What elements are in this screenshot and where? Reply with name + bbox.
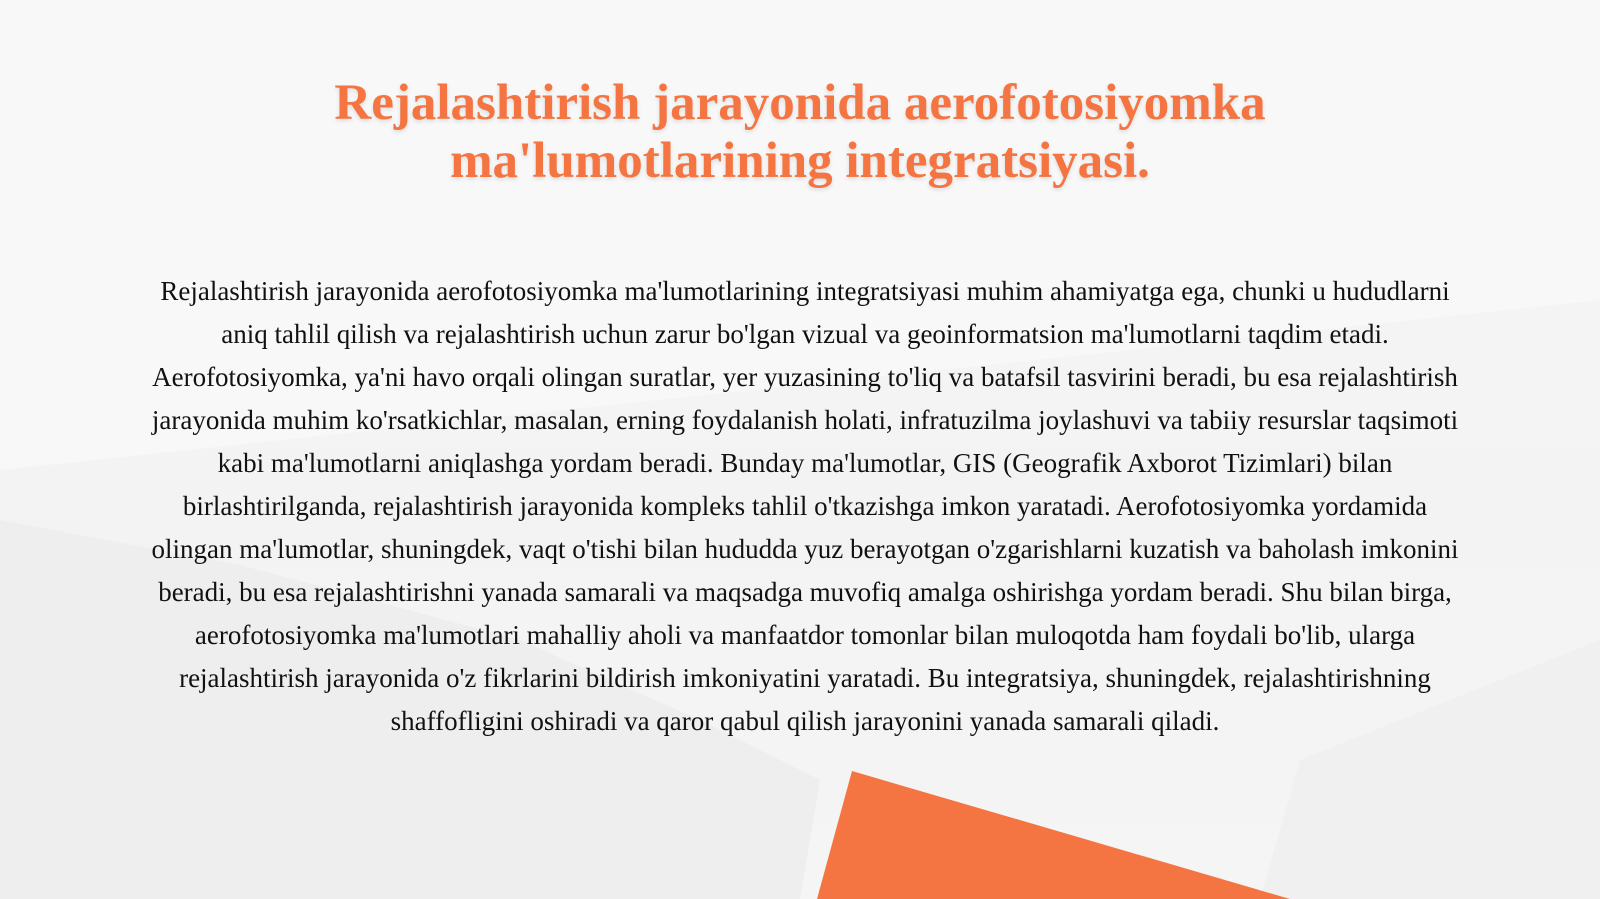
slide-title: Rejalashtirish jarayonida aerofotosiyomka ma'lumotlarining integratsiyasi.: [334, 75, 1266, 189]
accent-orange-shape: [817, 771, 1290, 899]
slide-body-text: Rejalashtirish jarayonida aerofotosiyomka ma'lumotlarining integratsiyasi muhim ahamiyatga ega, chunki u hududlarni aniq tahlil qilish va rejalashtirish uchun zarur bo'lgan vizual va geoinformatsion ma'lumotlarni taqdim etadi. Aerofotosiyomka, ya'ni havo orqali olingan suratlar, yer yuzasining to'liq va batafsil tasvirini beradi, bu esa rejalashtirish jarayonida muhim ko'rsatkichlar, masalan, erning foydalanish holati, infratuzilma joylashuvi va tabiiy resurslar taqsimoti kabi ma'lumotlarni aniqlashga yordam beradi. Bunday ma'lumotlar, GIS (Geografik Axborot Tizimlari) bilan birlashtirilganda, rejalashtirish jarayonida kompleks tahlil o'tkazishga imkon yaratadi. Aerofotosiyomka yordamida olingan ma'lumotlar, shuningdek, vaqt o'tishi bilan hududda yuz berayotgan o'zgarishlarni kuzatish va baholash imkonini beradi, bu esa rejalashtirishni yanada samarali va maqsadga muvofiq amalga oshirishga yordam beradi. Shu bilan birga, aerofotosiyomka ma'lumotlari mahalliy aholi va manfaatdor tomonlar bilan muloqotda ham foydali bo'lib, ularga rejalashtirish jarayonida o'z fikrlarini bildirish imkoniyatini yaratadi. Bu integratsiya, shuningdek, rejalashtirishning shaffofligini oshiradi va qaror qabul qilish jarayonini yanada samarali qiladi.: [151, 276, 1459, 736]
